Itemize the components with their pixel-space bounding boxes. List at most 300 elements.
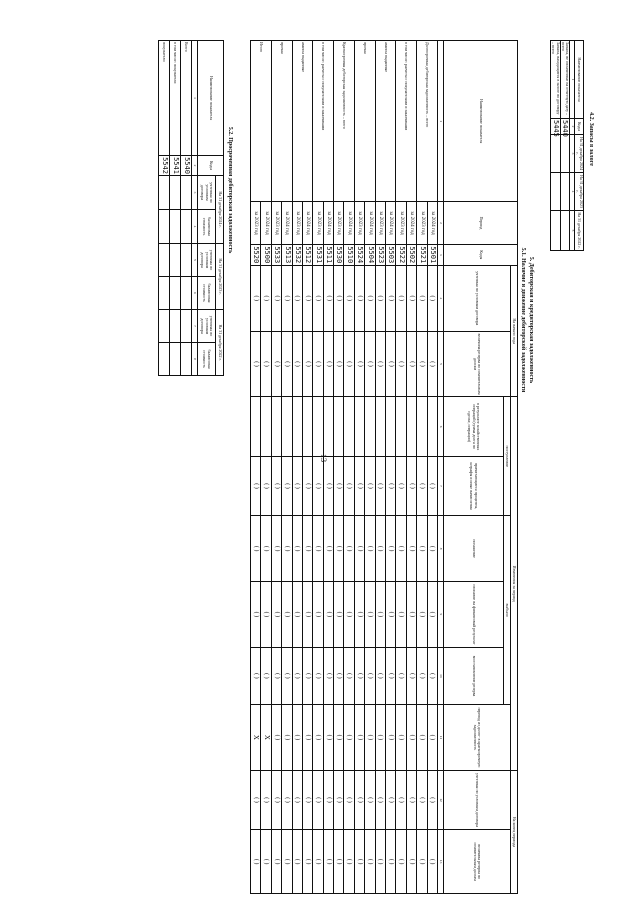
col-number: 6 [192,277,198,310]
row-name: Запасы, не оплаченные на отчетную дату – всего [560,41,569,119]
bracket-value: ( ) [417,582,427,648]
value-cell [551,135,560,173]
bracket-value: ( ) [354,705,364,771]
bracket-value: ( ) [344,705,354,771]
value-cell [344,397,354,456]
bracket-value: ( ) [365,647,375,704]
bracket-value: ( ) [396,830,406,894]
bracket-value: ( ) [406,770,416,829]
row-code: 5445 [552,120,561,137]
bracket-value: ( ) [271,582,281,648]
bracket-value: ( ) [250,770,260,829]
table-row [323,41,333,894]
bracket-value: ( ) [323,331,333,397]
row-name: прочая [354,41,375,202]
bracket-value: ( ) [365,456,375,515]
bracket-value: ( ) [250,830,260,894]
bracket-value: ( ) [427,516,437,582]
value-cell [170,176,181,210]
row-code: 5440 [561,120,570,137]
header-by-terms: учтенная по условиям договора [198,244,216,277]
value-cell [170,244,181,277]
value-cell [261,397,271,456]
col-number: 8 [192,343,198,376]
row-period: за 2023 год [271,202,281,244]
col-number: 9 [438,582,444,648]
value-cell [560,135,569,173]
bracket-value: ( ) [365,830,375,894]
inventory-pledge-table [550,40,584,251]
header-2023: На 31 декабря 2023 г. [216,244,224,310]
bracket-value: ( ) [386,705,396,771]
value-cell [282,397,292,456]
bracket-value: ( ) [344,456,354,515]
bracket-value: ( ) [396,647,406,704]
col-number: 4 [438,265,444,331]
bracket-value: ( ) [406,705,416,771]
bracket-value: ( ) [313,705,323,771]
bracket-value: ( ) [427,770,437,829]
bracket-value: ( ) [302,331,312,397]
bracket-value: ( ) [250,516,260,582]
row-code: 5524 [354,244,364,265]
value-cell [159,310,170,343]
bracket-value: ( ) [427,830,437,894]
header-2024: На 31 декабря 2024 г. [574,135,583,173]
bracket-value: ( ) [354,516,364,582]
bracket-value: ( ) [323,456,333,515]
value-cell [427,397,437,456]
bracket-value: ( ) [282,516,292,582]
row-name: авансы выданные [375,41,396,202]
bracket-value: ( ) [282,331,292,397]
row-code: 5531 [313,244,323,265]
bracket-value: ( ) [292,582,302,648]
header-code: Коды [444,244,518,265]
bracket-value: ( ) [302,582,312,648]
row-period: за 2023 год [396,202,406,244]
bracket-value: ( ) [271,265,281,331]
row-code: 5541 [170,156,181,176]
value-cell [386,397,396,456]
bracket-value: ( ) [282,770,292,829]
row-code: 5530 [334,244,344,265]
bracket-value: ( ) [375,647,385,704]
bracket-value: ( ) [282,265,292,331]
bracket-value: ( ) [313,516,323,582]
bracket-value: ( ) [302,647,312,704]
bracket-value: ( ) [396,516,406,582]
bracket-value: ( ) [271,516,281,582]
row-name: в том числе: расчеты с покупателями и заказчиками [313,41,334,202]
bracket-value: ( ) [396,705,406,771]
page-number: 13 [319,454,328,462]
bracket-value: ( ) [344,647,354,704]
bracket-value: ( ) [282,647,292,704]
bracket-value: ( ) [344,331,354,397]
bracket-value: ( ) [417,770,427,829]
bracket-value: ( ) [365,265,375,331]
row-code: 5522 [396,244,406,265]
bracket-value: ( ) [417,647,427,704]
x-mark: X [250,705,260,771]
row-period: за 2024 год [386,202,396,244]
bracket-value: ( ) [313,770,323,829]
bracket-value: ( ) [261,516,271,582]
bracket-value: ( ) [302,830,312,894]
row-period: за 2024 год [261,202,271,244]
row-period: за 2023 год [354,202,364,244]
bracket-value: ( ) [282,456,292,515]
table-row [302,41,312,894]
bracket-value: ( ) [417,830,427,894]
bracket-value: ( ) [396,770,406,829]
bracket-value: ( ) [375,830,385,894]
receivables-table [250,40,518,894]
value-cell [560,211,569,251]
header-2024: На 31 декабря 2024 г. [216,176,224,244]
bracket-value: ( ) [313,456,323,515]
header-by-terms: учтенная по условиям договора [444,265,511,331]
col-number: 1 [192,41,198,156]
col-number: 2 [192,156,198,176]
header-by-terms: учтенная по условиям договора [198,310,216,343]
bracket-value: ( ) [406,456,416,515]
bracket-value: ( ) [375,456,385,515]
bracket-value: ( ) [250,331,260,397]
value-cell [170,277,181,310]
bracket-value: ( ) [292,265,302,331]
col-number: 4 [569,173,574,211]
bracket-value: ( ) [396,265,406,331]
row-name: Итого [250,41,271,202]
value-cell [313,397,323,456]
header-transfer: перевод из долго- в краткосрочную задолженность [444,705,511,771]
value-cell [396,397,406,456]
value-cell [323,397,333,456]
bracket-value: ( ) [313,830,323,894]
value-cell [417,397,427,456]
row-period: за 2023 год [250,202,260,244]
header-repayment: погашение [444,516,504,582]
value-cell [375,397,385,456]
section-5-2-title: 5.2. Просроченная дебиторская задолженность [227,126,233,254]
row-code: 5542 [159,156,170,176]
bracket-value: ( ) [292,647,302,704]
row-period: за 2023 год [313,202,323,244]
row-period: за 2024 год [365,202,375,244]
row-code: 5512 [302,244,312,265]
header-end-terms: учтенная по условиям договора [444,770,511,829]
value-cell [159,343,170,376]
bracket-value: ( ) [261,456,271,515]
bracket-value: ( ) [406,331,416,397]
value-cell [170,343,181,376]
header-income: поступление [504,397,511,516]
row-code: 5521 [417,244,427,265]
row-code: 5502 [406,244,416,265]
row-period: за 2024 год [302,202,312,244]
col-number: 10 [438,647,444,704]
header-reserve: величина резерва по сомнительным долгам [444,331,511,397]
bracket-value: ( ) [313,582,323,648]
bracket-value: ( ) [406,516,416,582]
bracket-value: ( ) [354,265,364,331]
header-start: На начало года [511,265,518,397]
bracket-value: ( ) [375,770,385,829]
col-number: 11 [438,705,444,771]
bracket-value: ( ) [302,265,312,331]
bracket-value: ( ) [427,265,437,331]
header-code: Коды [574,119,583,135]
row-code: 5513 [282,244,292,265]
row-period: за 2023 год [417,202,427,244]
col-number: 5 [438,331,444,397]
table-row [170,41,181,376]
table-row [386,41,396,894]
bracket-value: ( ) [261,830,271,894]
bracket-value: ( ) [417,456,427,515]
value-cell [181,244,192,277]
row-period: за 2023 год [334,202,344,244]
bracket-value: ( ) [427,331,437,397]
bracket-value: ( ) [427,582,437,648]
row-name: Краткосрочная дебиторская задолженность – всего [334,41,355,202]
table-row [282,41,292,894]
row-code: 5520 [250,244,260,265]
bracket-value: ( ) [313,647,323,704]
bracket-value: ( ) [334,647,344,704]
table-row [181,41,192,376]
row-period: за 2024 год [406,202,416,244]
bracket-value: ( ) [261,331,271,397]
header-2022: На 31 декабря 2022 г. [216,310,224,376]
bracket-value: ( ) [302,705,312,771]
value-cell [159,277,170,310]
row-name: Всего [181,41,192,156]
header-from-ops: в результате хозяйственных операций (сумма долга по сделке, операции) [444,397,504,456]
row-period: за 2023 год [375,202,385,244]
bracket-value: ( ) [344,516,354,582]
header-balance: балансовая стоимость [198,343,216,376]
table-row [159,41,170,376]
value-cell [292,397,302,456]
bracket-value: ( ) [334,265,344,331]
col-number: 1 [569,41,574,119]
bracket-value: ( ) [375,516,385,582]
header-balance: балансовая стоимость [198,210,216,244]
bracket-value: ( ) [386,516,396,582]
row-period: за 2024 год [282,202,292,244]
section-5-title: 5. Дебиторская и кредиторская задолженность [528,256,534,384]
header-by-terms: учтенная по условиям договора [198,176,216,210]
bracket-value: ( ) [261,582,271,648]
value-cell [181,343,192,376]
bracket-value: ( ) [292,456,302,515]
row-name: покупатели [159,41,170,156]
value-cell [334,397,344,456]
row-name: в том числе: покупатели [170,41,181,156]
bracket-value: ( ) [334,830,344,894]
bracket-value: ( ) [354,331,364,397]
bracket-value: ( ) [261,770,271,829]
header-name: Наименование показателя [574,41,583,119]
bracket-value: ( ) [344,770,354,829]
value-cell [181,176,192,210]
bracket-value: ( ) [396,582,406,648]
value-cell [181,277,192,310]
bracket-value: ( ) [354,647,364,704]
bracket-value: ( ) [365,331,375,397]
bracket-value: ( ) [386,647,396,704]
row-name: прочая [271,41,292,202]
section-4-2-title: 4.2. Запасы в залоге [588,112,594,166]
header-balance: балансовая стоимость [198,277,216,310]
bracket-value: ( ) [427,647,437,704]
col-number: 4 [192,210,198,244]
bracket-value: ( ) [292,770,302,829]
bracket-value: ( ) [261,265,271,331]
bracket-value: ( ) [334,331,344,397]
bracket-value: ( ) [386,582,396,648]
bracket-value: ( ) [365,705,375,771]
header-interest: причитающиеся проценты, штрафы и иные начисления [444,456,504,515]
row-code: 5511 [323,244,333,265]
col-number: 3 [192,176,198,210]
bracket-value: ( ) [282,705,292,771]
table-row [406,41,416,894]
bracket-value: ( ) [292,331,302,397]
bracket-value: ( ) [365,516,375,582]
bracket-value: ( ) [323,770,333,829]
bracket-value: ( ) [386,456,396,515]
value-cell [560,173,569,211]
row-name: авансы выданные [292,41,313,202]
bracket-value: ( ) [386,331,396,397]
table-row [261,41,271,894]
col-number: 2 [438,202,444,244]
row-period: за 2024 год [323,202,333,244]
bracket-value: ( ) [323,647,333,704]
header-change: Изменения за период [511,397,518,770]
bracket-value: ( ) [365,582,375,648]
col-number: 3 [438,244,444,265]
bracket-value: ( ) [302,770,312,829]
bracket-value: ( ) [323,265,333,331]
header-code: Коды [198,156,224,176]
row-code: 5540 [181,156,192,176]
header-name: Наименование показателя [444,41,518,202]
row-code: 5501 [427,244,437,265]
bracket-value: ( ) [354,582,364,648]
bracket-value: ( ) [292,516,302,582]
value-cell [159,176,170,210]
value-cell [170,310,181,343]
bracket-value: ( ) [354,456,364,515]
bracket-value: ( ) [313,265,323,331]
header-period: Период [444,202,518,244]
bracket-value: ( ) [375,331,385,397]
bracket-value: ( ) [292,830,302,894]
row-code: 5532 [292,244,302,265]
header-writeoff: списание на финансовый результат [444,582,504,648]
col-number: 5 [192,244,198,277]
bracket-value: ( ) [261,647,271,704]
bracket-value: ( ) [334,770,344,829]
col-number: 13 [438,830,444,894]
bracket-value: ( ) [302,516,312,582]
rotated-page [80,40,600,894]
bracket-value: ( ) [271,456,281,515]
bracket-value: ( ) [406,830,416,894]
value-cell [406,397,416,456]
bracket-value: ( ) [406,265,416,331]
row-period: за 2024 год [344,202,354,244]
bracket-value: ( ) [396,456,406,515]
value-cell [551,211,560,251]
row-name: в том числе: расчеты с покупателями и заказчиками [396,41,417,202]
header-2022: На 31 декабря 2022 г. [574,211,583,251]
row-code: 5504 [365,244,375,265]
value-cell [551,173,560,211]
bracket-value: ( ) [334,582,344,648]
bracket-value: ( ) [250,265,260,331]
bracket-value: ( ) [323,705,333,771]
value-cell [302,397,312,456]
bracket-value: ( ) [282,582,292,648]
bracket-value: ( ) [344,830,354,894]
bracket-value: ( ) [292,705,302,771]
section-5-1-title: 5.1. Наличие и движение дебиторской задолженности [520,247,526,393]
bracket-value: ( ) [417,265,427,331]
bracket-value: ( ) [406,582,416,648]
col-number: 8 [438,516,444,582]
bracket-value: ( ) [302,456,312,515]
header-end: На конец периода [511,770,518,893]
bracket-value: ( ) [271,770,281,829]
value-cell [181,310,192,343]
value-cell [250,397,260,456]
bracket-value: ( ) [375,705,385,771]
bracket-value: ( ) [334,456,344,515]
bracket-value: ( ) [271,647,281,704]
bracket-value: ( ) [375,582,385,648]
bracket-value: ( ) [334,516,344,582]
bracket-value: ( ) [354,770,364,829]
table-row [427,41,437,894]
col-number: 3 [569,135,574,173]
col-number: 5 [569,211,574,251]
bracket-value: ( ) [396,331,406,397]
bracket-value: ( ) [417,705,427,771]
col-number: 2 [569,119,574,135]
bracket-value: ( ) [417,331,427,397]
value-cell [159,244,170,277]
col-number: 6 [438,397,444,456]
bracket-value: ( ) [344,582,354,648]
header-end-reserve: величина резерва по сомнительным долгам [444,830,511,894]
value-cell [159,210,170,244]
bracket-value: ( ) [427,456,437,515]
bracket-value: ( ) [417,516,427,582]
row-code: 5533 [271,244,281,265]
header-name: Наименование показателя [198,41,224,156]
row-period: за 2023 год [292,202,302,244]
row-name: Долгосрочная дебиторская задолженность – всего [417,41,438,202]
bracket-value: ( ) [386,830,396,894]
col-number: 7 [438,456,444,515]
bracket-value: ( ) [271,331,281,397]
